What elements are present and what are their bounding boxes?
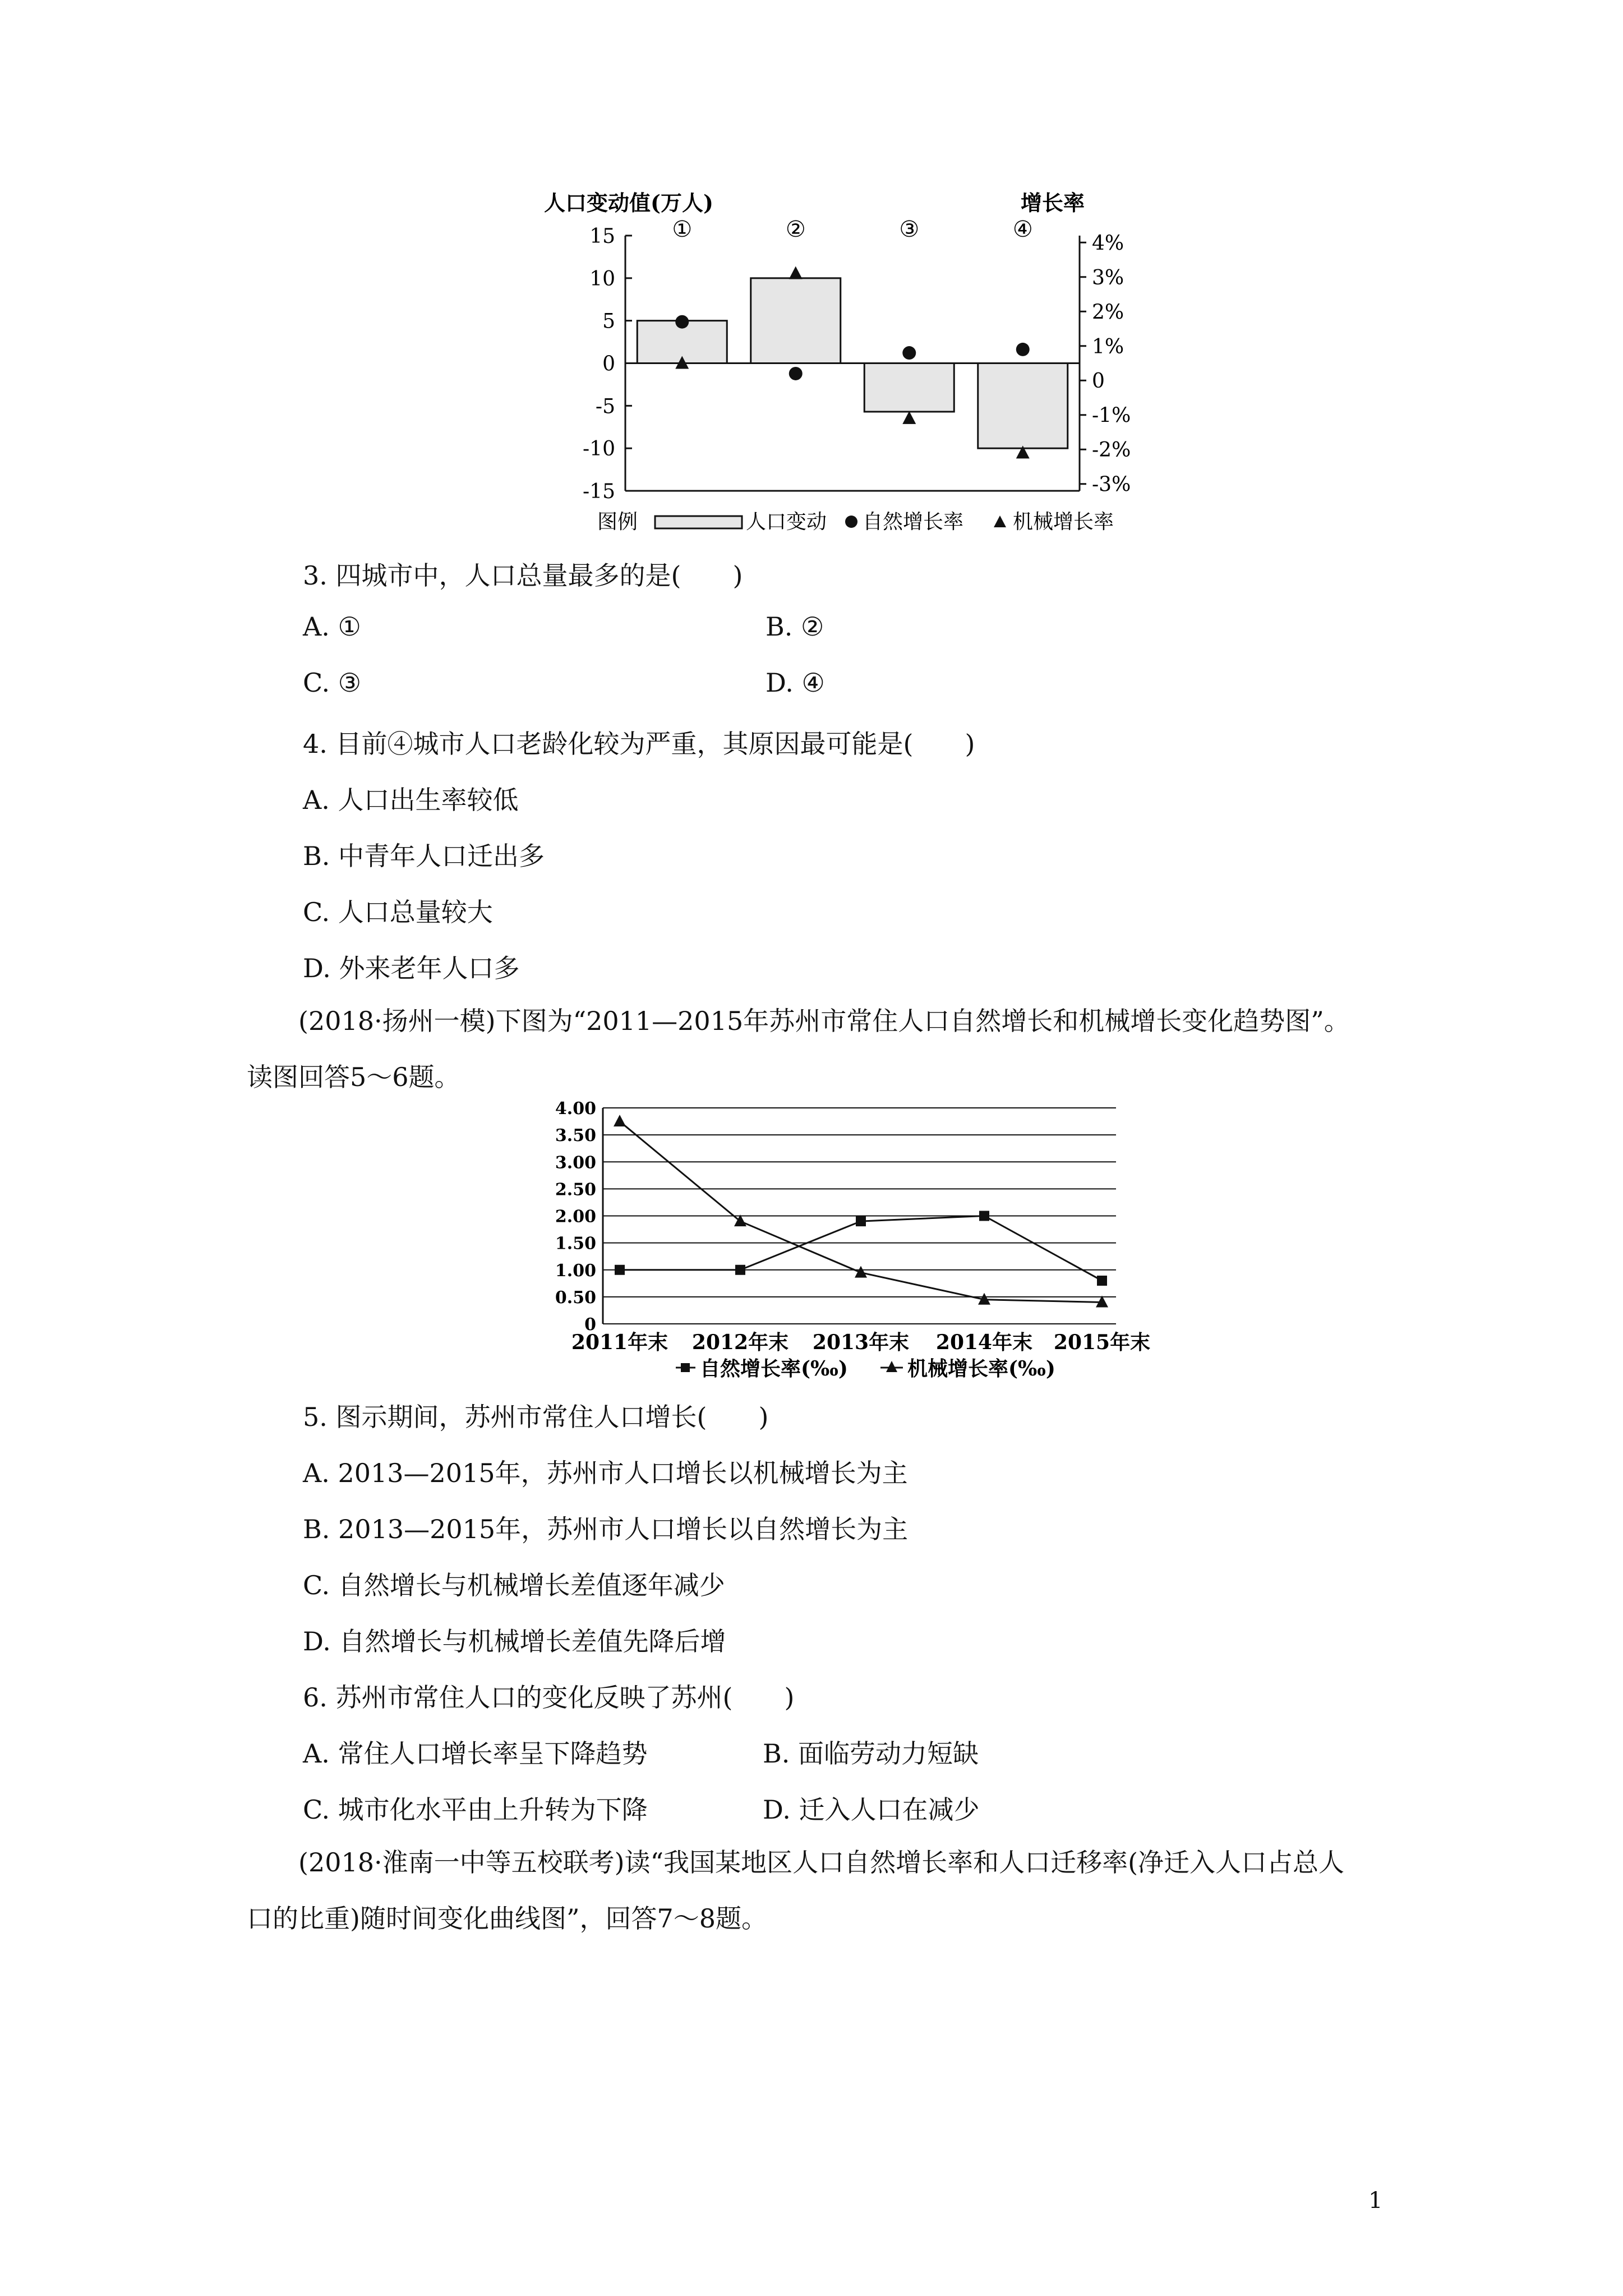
y-right-tick-label: -3% (1092, 473, 1131, 496)
question-5-option-d[interactable]: D. 自然增长与机械增长差值先降后增 (303, 1626, 726, 1657)
city-label: ② (785, 217, 806, 242)
legend-triangle-marker (994, 516, 1006, 527)
y-tick-label: 1.50 (555, 1234, 596, 1254)
legend-bar-label: 人口变动 (746, 510, 827, 533)
city-label: ① (672, 217, 693, 242)
intro-questions-5-6: (2018·扬州一模)下图为“2011—2015年苏州市常住人口自然增长和机械增长变化趋势图”。读图回答5～6题。 (247, 1006, 1350, 1092)
legend-prefix: 图例 (597, 510, 638, 533)
legend-triangle-label: 机械增长率 (1013, 510, 1114, 533)
page-number: 1 (1368, 2188, 1383, 2214)
natural-rate-point (979, 1211, 989, 1221)
legend-natural-label: 自然增长率(‰) (700, 1357, 848, 1381)
y-tick-label: 2.00 (555, 1207, 596, 1227)
suzhou-growth-trend-chart (555, 1099, 1151, 1391)
question-5-option-c[interactable]: C. 自然增长与机械增长差值逐年减少 (303, 1570, 725, 1600)
natural-rate-point (735, 1265, 745, 1275)
y-left-tick-label: 0 (602, 352, 615, 376)
y-tick-label: 0 (584, 1315, 596, 1335)
x-tick-label: 2015年末 (1053, 1331, 1151, 1354)
population-change-bar (978, 364, 1068, 449)
y-tick-label: 4.00 (555, 1099, 596, 1119)
question-3-option-a[interactable]: A. ① (303, 611, 361, 642)
y-right-tick-label: 3% (1092, 266, 1124, 289)
y-left-tick-label: -10 (583, 438, 615, 461)
legend-bar-swatch (655, 516, 742, 528)
x-tick-label: 2013年末 (812, 1331, 910, 1354)
intro-questions-7-8: (2018·淮南一中等五校联考)读“我国某地区人口自然增长率和人口迁移率(净迁入人口占总人口的比重)随时间变化曲线图”，回答7～8题。 (247, 1847, 1345, 1934)
y-tick-label: 3.00 (555, 1153, 596, 1173)
y-right-tick-label: 1% (1092, 335, 1124, 358)
y-right-tick-label: -1% (1092, 404, 1131, 427)
legend-natural-marker (681, 1363, 690, 1372)
y-right-tick-label: -2% (1092, 439, 1131, 462)
y-right-tick-label: 4% (1092, 232, 1124, 255)
y-right-axis-label: 增长率 (1021, 190, 1085, 215)
y-left-tick-label: -15 (583, 480, 615, 503)
y-left-tick-label: 15 (589, 225, 615, 248)
natural-rate-point (856, 1216, 866, 1226)
question-3-stem: 3. 四城市中，人口总量最多的是( ) (303, 560, 743, 591)
question-3-option-c[interactable]: C. ③ (303, 668, 362, 698)
legend-dot-marker (845, 516, 857, 528)
question-5-option-a[interactable]: A. 2013—2015年，苏州市人口增长以机械增长为主 (303, 1458, 908, 1488)
mechanical-rate-point (902, 411, 916, 424)
y-left-axis-label: 人口变动值(万人) (544, 190, 713, 215)
y-tick-label: 1.00 (555, 1260, 596, 1281)
natural-rate-point (675, 315, 689, 329)
y-left-tick-label: -5 (595, 395, 615, 418)
city-label: ④ (1012, 217, 1033, 242)
legend-mechanical-marker (886, 1361, 897, 1372)
legend-dot-label: 自然增长率 (863, 510, 964, 533)
mechanical-rate-point (614, 1115, 626, 1126)
question-4-option-d[interactable]: D. 外来老年人口多 (303, 953, 520, 983)
question-6-option-c[interactable]: C. 城市化水平由上升转为下降 (303, 1795, 648, 1825)
question-5-stem: 5. 图示期间，苏州市常住人口增长( ) (303, 1402, 769, 1432)
question-4-option-a[interactable]: A. 人口出生率较低 (303, 785, 519, 815)
y-left-tick-label: 10 (589, 267, 615, 291)
legend (676, 1357, 1055, 1381)
y-tick-label: 0.50 (555, 1287, 596, 1308)
question-6-option-d[interactable]: D. 迁入人口在减少 (763, 1795, 980, 1825)
question-5-option-b[interactable]: B. 2013—2015年，苏州市人口增长以自然增长为主 (303, 1514, 909, 1544)
y-tick-label: 3.50 (555, 1126, 596, 1146)
legend (597, 510, 1114, 533)
population-change-bar (751, 278, 841, 364)
natural-rate-point (1016, 343, 1030, 356)
y-tick-label: 2.50 (555, 1180, 596, 1200)
x-tick-label: 2011年末 (571, 1331, 668, 1354)
y-right-tick-label: 2% (1092, 301, 1124, 324)
x-tick-label: 2014年末 (935, 1331, 1033, 1354)
natural-rate-point (615, 1265, 625, 1275)
mechanical-rate-point (789, 266, 803, 279)
question-4-stem: 4. 目前④城市人口老龄化较为严重，其原因最可能是( ) (303, 729, 975, 759)
natural-rate-point (902, 346, 916, 360)
y-left-tick-label: 5 (602, 310, 615, 333)
question-4-option-c[interactable]: C. 人口总量较大 (303, 897, 493, 927)
natural-rate-point (1097, 1276, 1107, 1286)
x-tick-label: 2012年末 (691, 1331, 789, 1354)
city-label: ③ (899, 217, 920, 242)
question-6-stem: 6. 苏州市常住人口的变化反映了苏州( ) (303, 1682, 795, 1713)
question-3-option-d[interactable]: D. ④ (766, 668, 825, 698)
population-change-bar (864, 364, 954, 412)
legend-mechanical-label: 机械增长率(‰) (907, 1357, 1055, 1381)
population-change-chart (527, 185, 1155, 544)
question-3-option-b[interactable]: B. ② (766, 611, 824, 642)
natural-rate-point (789, 367, 803, 380)
y-right-tick-label: 0 (1092, 370, 1105, 393)
mechanical-rate-point (855, 1266, 867, 1278)
question-6-option-a[interactable]: A. 常住人口增长率呈下降趋势 (303, 1738, 648, 1769)
question-6-option-b[interactable]: B. 面临劳动力短缺 (763, 1738, 979, 1769)
question-4-option-b[interactable]: B. 中青年人口迁出多 (303, 841, 545, 871)
